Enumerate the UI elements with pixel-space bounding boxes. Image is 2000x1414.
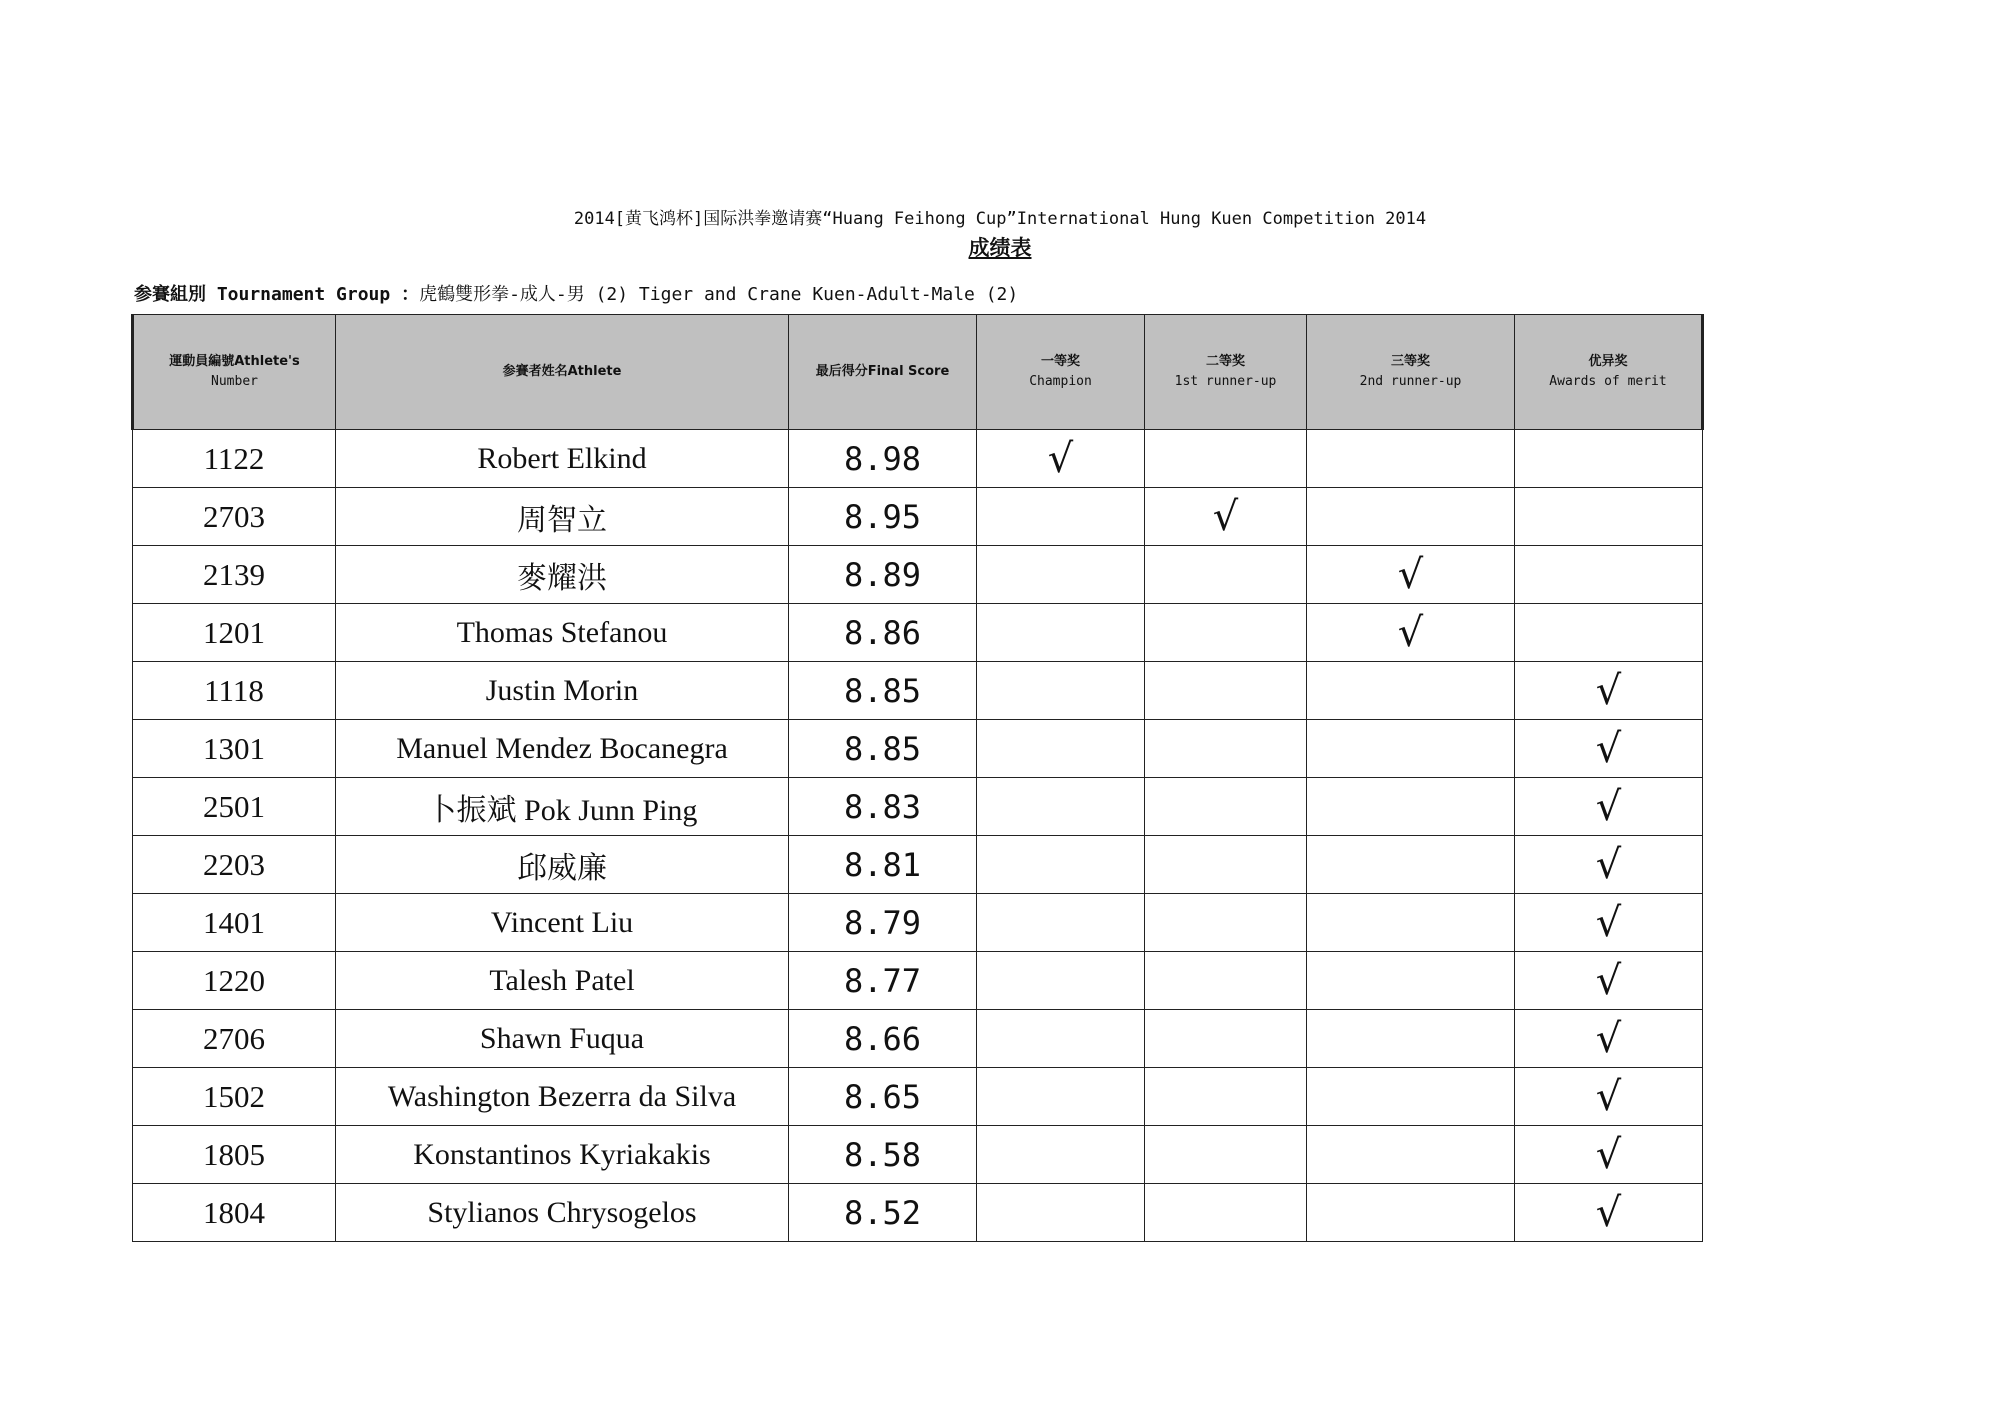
- checkmark-icon: √: [1595, 1015, 1622, 1062]
- checkmark-icon: √: [1212, 493, 1239, 540]
- champion-cell: [977, 778, 1145, 836]
- first-runner-up-cell: [1145, 488, 1307, 546]
- award-of-merit-cell: [1515, 894, 1703, 952]
- table-row: [133, 662, 1703, 720]
- second-runner-up-cell: [1307, 1068, 1515, 1126]
- final-score: 8.85: [789, 662, 977, 720]
- results-table-heading: 成绩表: [968, 236, 1032, 260]
- col-header-2nd-runner-up: 三等奖 2nd runner-up: [1307, 315, 1515, 430]
- second-runner-up-cell: [1307, 952, 1515, 1010]
- second-runner-up-cell: [1307, 1010, 1515, 1068]
- athlete-number: 1502: [133, 1068, 336, 1126]
- first-runner-up-cell: [1145, 778, 1307, 836]
- final-score: 8.79: [789, 894, 977, 952]
- award-of-merit-cell: [1515, 720, 1703, 778]
- final-score: 8.58: [789, 1126, 977, 1184]
- second-runner-up-cell: [1307, 604, 1515, 662]
- first-runner-up-cell: [1145, 430, 1307, 488]
- champion-cell: [977, 1184, 1145, 1242]
- athlete-name: Shawn Fuqua: [336, 1010, 789, 1068]
- champion-cell: [977, 952, 1145, 1010]
- athlete-name: 麥耀洪: [336, 546, 789, 604]
- checkmark-icon: √: [1595, 899, 1622, 946]
- final-score: 8.89: [789, 546, 977, 604]
- final-score: 8.85: [789, 720, 977, 778]
- table-row: [133, 604, 1703, 662]
- final-score: 8.52: [789, 1184, 977, 1242]
- champion-cell: [977, 894, 1145, 952]
- athlete-name: Thomas Stefanou: [336, 604, 789, 662]
- first-runner-up-cell: [1145, 604, 1307, 662]
- champion-cell: [977, 488, 1145, 546]
- champion-cell: [977, 430, 1145, 488]
- second-runner-up-cell: [1307, 836, 1515, 894]
- athlete-name: Manuel Mendez Bocanegra: [336, 720, 789, 778]
- athlete-number: 1118: [133, 662, 336, 720]
- athlete-number: 1201: [133, 604, 336, 662]
- second-runner-up-cell: [1307, 430, 1515, 488]
- final-score: 8.66: [789, 1010, 977, 1068]
- final-score: 8.95: [789, 488, 977, 546]
- final-score: 8.98: [789, 430, 977, 488]
- athlete-number: 1122: [133, 430, 336, 488]
- final-score: 8.81: [789, 836, 977, 894]
- athlete-number: 2706: [133, 1010, 336, 1068]
- table-row: [133, 430, 1703, 488]
- col-header-1st-runner-up: 二等奖 1st runner-up: [1145, 315, 1307, 430]
- champion-cell: [977, 1010, 1145, 1068]
- first-runner-up-cell: [1145, 1126, 1307, 1184]
- second-runner-up-cell: [1307, 720, 1515, 778]
- checkmark-icon: √: [1595, 841, 1622, 888]
- second-runner-up-cell: [1307, 778, 1515, 836]
- champion-cell: [977, 662, 1145, 720]
- checkmark-icon: √: [1595, 667, 1622, 714]
- award-of-merit-cell: [1515, 1010, 1703, 1068]
- first-runner-up-cell: [1145, 1068, 1307, 1126]
- col-header-awards-of-merit: 优异奖 Awards of merit: [1515, 315, 1703, 430]
- champion-cell: [977, 720, 1145, 778]
- award-of-merit-cell: [1515, 488, 1703, 546]
- table-row: [133, 1184, 1703, 1242]
- table-row: [133, 1068, 1703, 1126]
- first-runner-up-cell: [1145, 720, 1307, 778]
- award-of-merit-cell: [1515, 836, 1703, 894]
- athlete-number: 1301: [133, 720, 336, 778]
- award-of-merit-cell: [1515, 546, 1703, 604]
- first-runner-up-cell: [1145, 836, 1307, 894]
- champion-cell: [977, 546, 1145, 604]
- table-row: [133, 488, 1703, 546]
- athlete-name: Washington Bezerra da Silva: [336, 1068, 789, 1126]
- athlete-number: 2703: [133, 488, 336, 546]
- champion-cell: [977, 1126, 1145, 1184]
- first-runner-up-cell: [1145, 1010, 1307, 1068]
- checkmark-icon: √: [1595, 1131, 1622, 1178]
- award-of-merit-cell: [1515, 604, 1703, 662]
- col-header-final-score: 最后得分Final Score: [789, 315, 977, 430]
- athlete-number: 2203: [133, 836, 336, 894]
- athlete-number: 2501: [133, 778, 336, 836]
- athlete-name: 邱威廉: [336, 836, 789, 894]
- athlete-number: 2139: [133, 546, 336, 604]
- checkmark-icon: √: [1595, 957, 1622, 1004]
- athlete-name: Robert Elkind: [336, 430, 789, 488]
- checkmark-icon: √: [1595, 783, 1622, 830]
- athlete-number: 1401: [133, 894, 336, 952]
- checkmark-icon: √: [1595, 1189, 1622, 1236]
- results-table: [131, 314, 1704, 1242]
- checkmark-icon: √: [1595, 1073, 1622, 1120]
- athlete-name: 周智立: [336, 488, 789, 546]
- col-header-athlete-number: 運動員編號Athlete's Number: [133, 315, 336, 430]
- final-score: 8.65: [789, 1068, 977, 1126]
- award-of-merit-cell: [1515, 1068, 1703, 1126]
- award-of-merit-cell: [1515, 952, 1703, 1010]
- athlete-name: Vincent Liu: [336, 894, 789, 952]
- table-row: [133, 836, 1703, 894]
- final-score: 8.83: [789, 778, 977, 836]
- tournament-group-value: 虎鶴雙形拳-成人-男 (2) Tiger and Crane Kuen-Adult-Male (2): [419, 284, 1019, 305]
- checkmark-icon: √: [1047, 435, 1074, 482]
- award-of-merit-cell: [1515, 430, 1703, 488]
- table-header: [133, 315, 1703, 430]
- checkmark-icon: √: [1397, 609, 1424, 656]
- athlete-name: 卜振斌 Pok Junn Ping: [336, 778, 789, 836]
- champion-cell: [977, 1068, 1145, 1126]
- second-runner-up-cell: [1307, 546, 1515, 604]
- first-runner-up-cell: [1145, 1184, 1307, 1242]
- athlete-name: Talesh Patel: [336, 952, 789, 1010]
- second-runner-up-cell: [1307, 662, 1515, 720]
- col-header-athlete-name: 参賽者姓名Athlete: [336, 315, 789, 430]
- table-body: [133, 430, 1703, 1242]
- award-of-merit-cell: [1515, 1184, 1703, 1242]
- athlete-number: 1805: [133, 1126, 336, 1184]
- final-score: 8.77: [789, 952, 977, 1010]
- table-row: [133, 546, 1703, 604]
- award-of-merit-cell: [1515, 778, 1703, 836]
- checkmark-icon: √: [1595, 725, 1622, 772]
- athlete-name: Justin Morin: [336, 662, 789, 720]
- col-header-champion: 一等奖 Champion: [977, 315, 1145, 430]
- tournament-group-line: [134, 280, 1018, 306]
- second-runner-up-cell: [1307, 1126, 1515, 1184]
- champion-cell: [977, 836, 1145, 894]
- table-row: [133, 952, 1703, 1010]
- second-runner-up-cell: [1307, 894, 1515, 952]
- first-runner-up-cell: [1145, 662, 1307, 720]
- table-row: [133, 1126, 1703, 1184]
- table-row: [133, 894, 1703, 952]
- award-of-merit-cell: [1515, 662, 1703, 720]
- checkmark-icon: √: [1397, 551, 1424, 598]
- table-row: [133, 778, 1703, 836]
- second-runner-up-cell: [1307, 488, 1515, 546]
- athlete-name: Stylianos Chrysogelos: [336, 1184, 789, 1242]
- champion-cell: [977, 604, 1145, 662]
- table-row: [133, 720, 1703, 778]
- award-of-merit-cell: [1515, 1126, 1703, 1184]
- second-runner-up-cell: [1307, 1184, 1515, 1242]
- athlete-name: Konstantinos Kyriakakis: [336, 1126, 789, 1184]
- first-runner-up-cell: [1145, 952, 1307, 1010]
- athlete-number: 1804: [133, 1184, 336, 1242]
- table-row: [133, 1010, 1703, 1068]
- first-runner-up-cell: [1145, 546, 1307, 604]
- athlete-number: 1220: [133, 952, 336, 1010]
- tournament-group-label: 参賽組別 Tournament Group ：: [134, 284, 420, 305]
- document-title: 2014[黄飞鸿杯]国际洪拳邀请赛“Huang Feihong Cup”International Hung Kuen Competition 2014: [573, 209, 1427, 229]
- first-runner-up-cell: [1145, 894, 1307, 952]
- final-score: 8.86: [789, 604, 977, 662]
